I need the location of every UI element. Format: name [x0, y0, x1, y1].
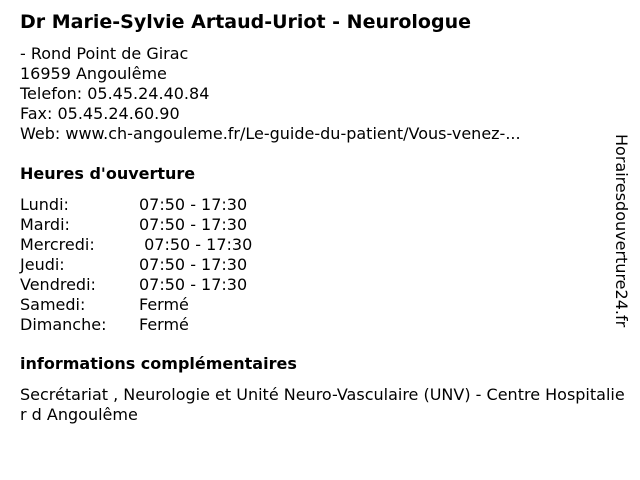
page-title: Dr Marie-Sylvie Artaud-Uriot - Neurologue: [20, 11, 471, 33]
time-value: 07:50 - 17:30: [139, 275, 248, 294]
fax-number: Fax: 05.45.24.60.90: [20, 104, 180, 123]
additional-info-text: Secrétariat , Neurologie et Unité Neuro-Vasculaire (UNV) - Centre Hospitalier d Angoulême: [20, 385, 625, 424]
time-value: 07:50 - 17:30: [139, 255, 248, 274]
hours-row-wednesday: [20, 235, 320, 255]
phone-number: Telefon: 05.45.24.40.84: [20, 84, 210, 103]
time-value: 07:50 - 17:30: [139, 195, 248, 214]
day-label: Vendredi:: [20, 275, 96, 294]
opening-hours-table: [20, 195, 320, 335]
hours-row-sunday: [20, 315, 320, 335]
time-value: Fermé: [139, 295, 189, 314]
day-label: Samedi:: [20, 295, 86, 314]
address-street: - Rond Point de Girac: [20, 44, 189, 63]
hours-row-thursday: [20, 255, 320, 275]
address-city: 16959 Angoulême: [20, 64, 167, 83]
day-label: Lundi:: [20, 195, 69, 214]
opening-hours-heading: Heures d'ouverture: [20, 164, 196, 183]
additional-info-heading: informations complémentaires: [20, 354, 297, 373]
contact-block: [20, 44, 521, 144]
hours-row-friday: [20, 275, 320, 295]
day-label: Jeudi:: [20, 255, 65, 274]
time-value: 07:50 - 17:30: [139, 215, 248, 234]
hours-row-tuesday: [20, 215, 320, 235]
day-label: Dimanche:: [20, 315, 107, 334]
website-link[interactable]: Web: www.ch-angouleme.fr/Le-guide-du-patient/Vous-venez-...: [20, 124, 521, 143]
hours-row-saturday: [20, 295, 320, 315]
day-label: Mercredi:: [20, 235, 95, 254]
day-label: Mardi:: [20, 215, 70, 234]
hours-row-monday: [20, 195, 320, 215]
time-value: Fermé: [139, 315, 189, 334]
site-watermark: Horairesdouverture24.fr: [612, 134, 631, 328]
time-value: 07:50 - 17:30: [139, 235, 253, 254]
